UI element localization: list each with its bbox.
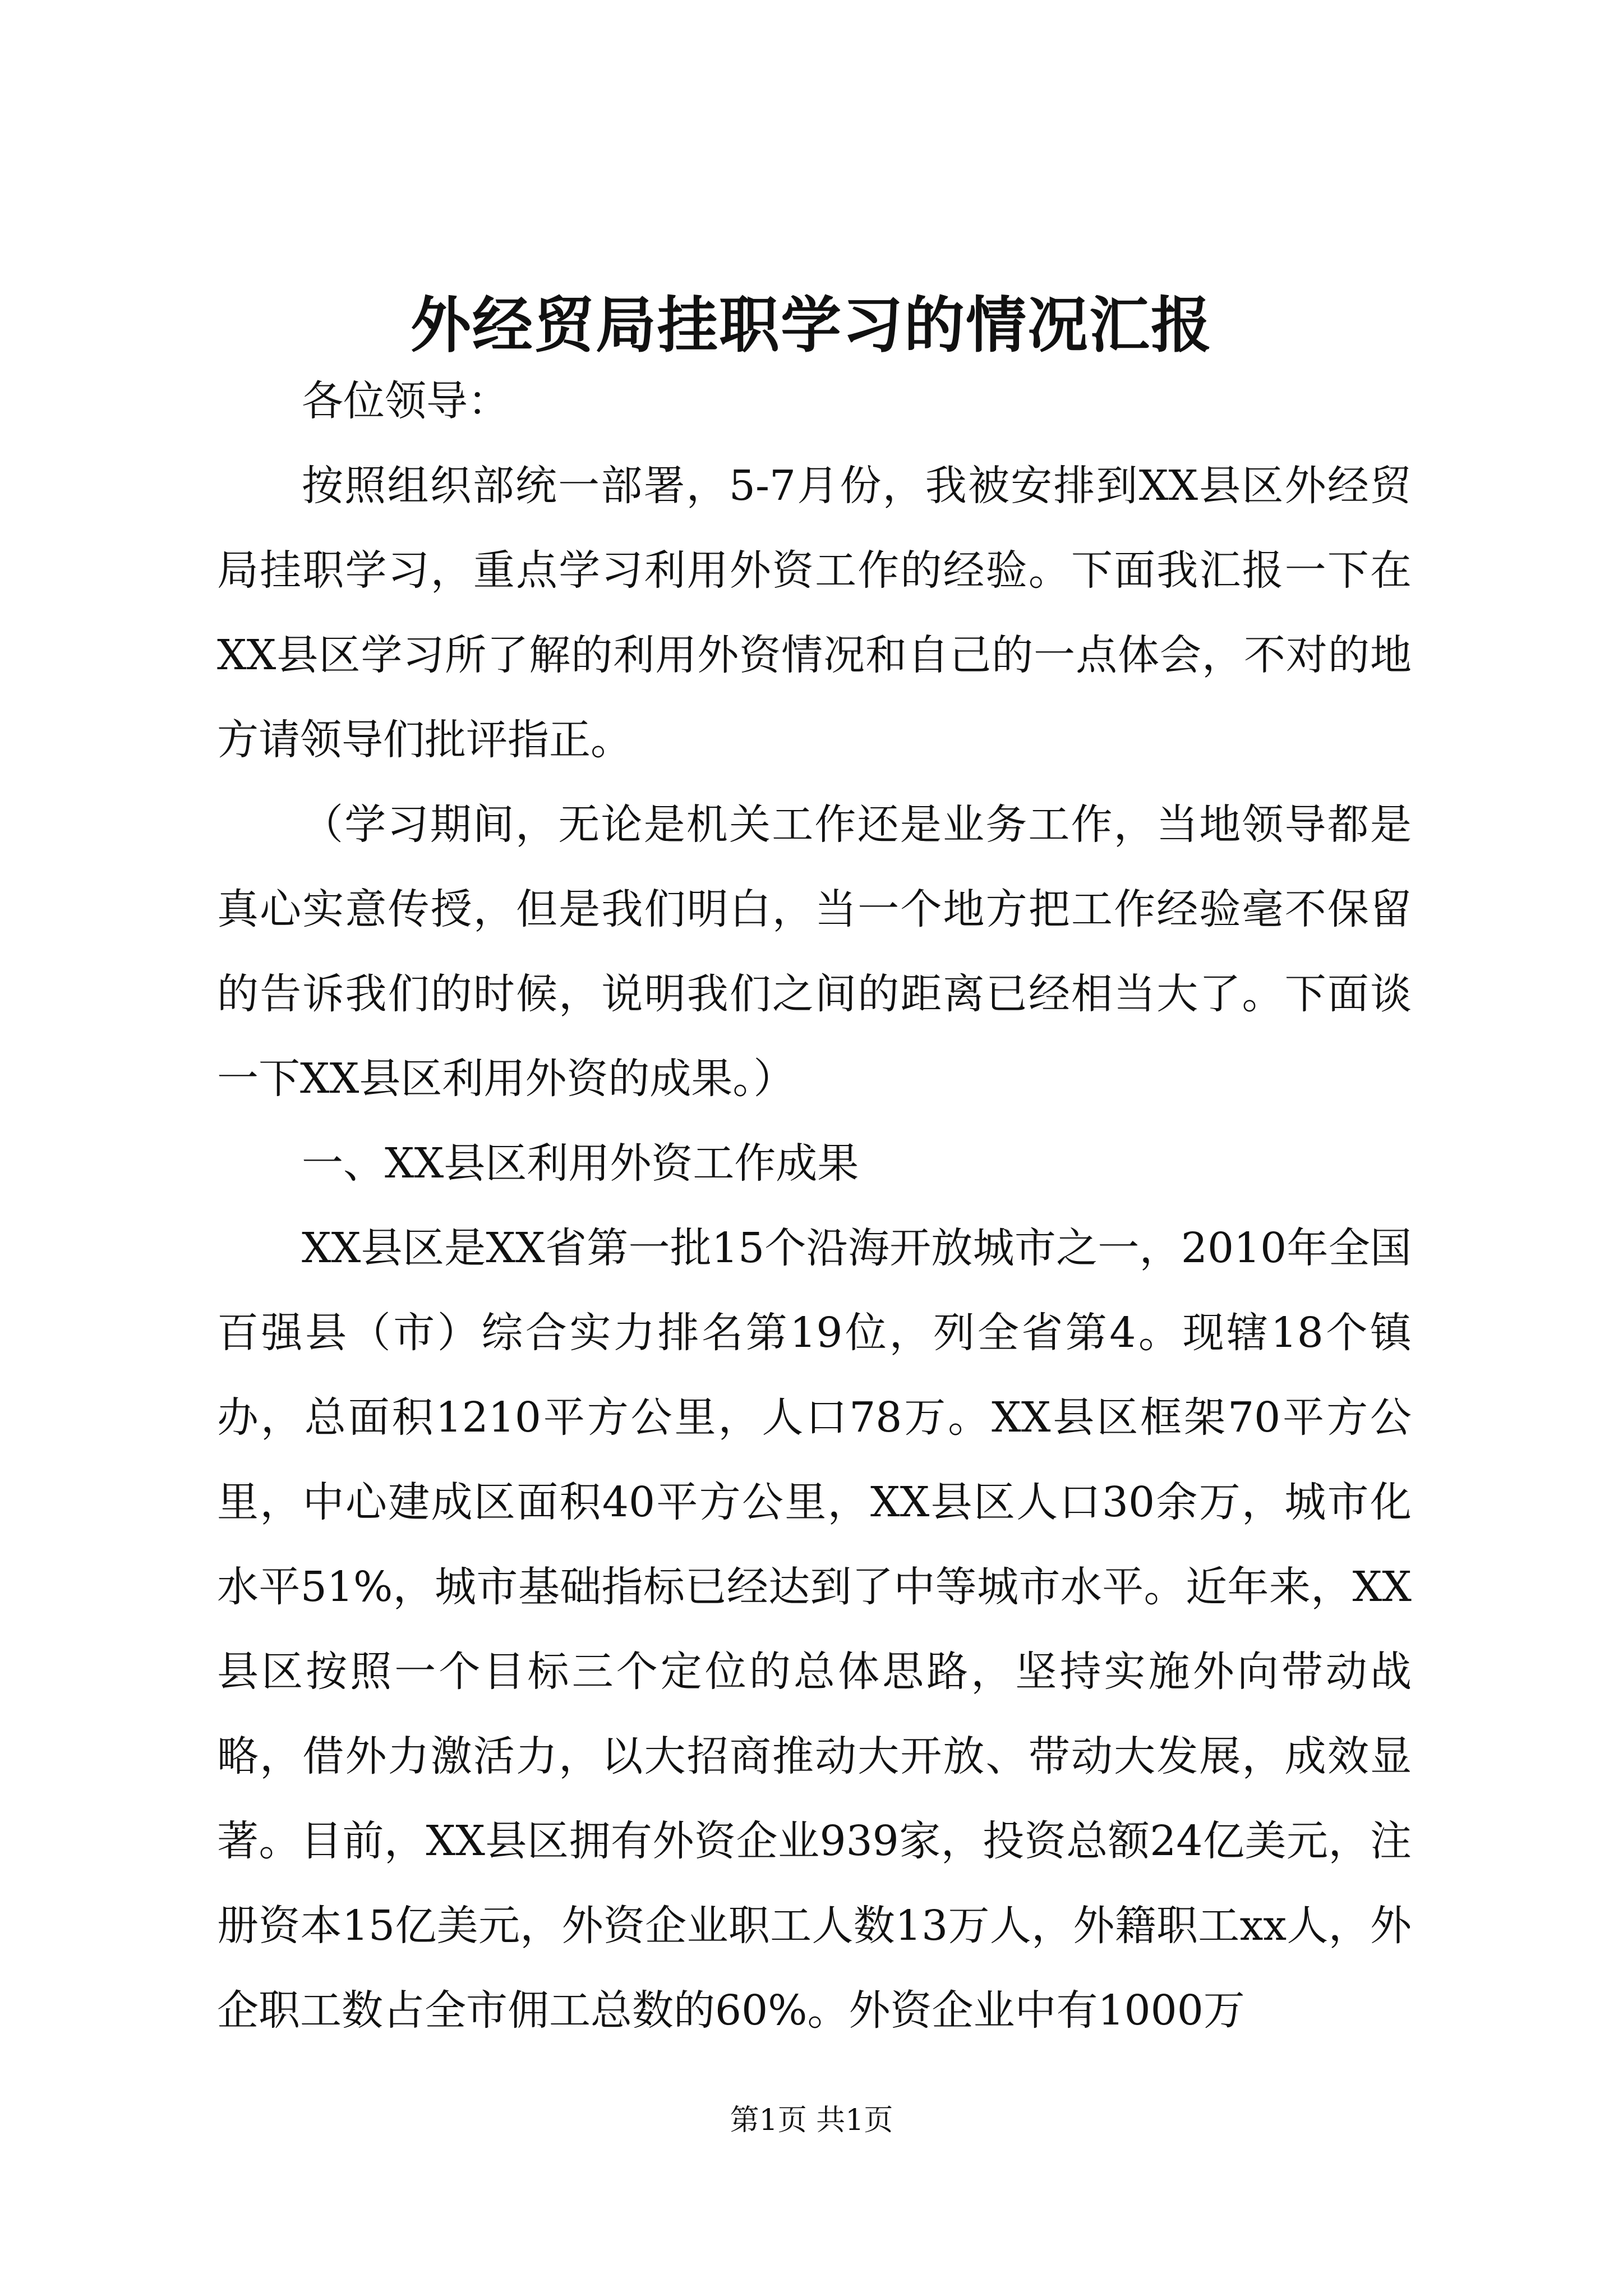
paragraph-achievements: XX县区是XX省第一批15个沿海开放城市之一，2010年全国百强县（市）综合实力排名第19位，列全省第4。现辖18个镇办，总面积1210平方公里，人口78万。XX县区框架70平方公里，中心建成区面积40平方公里，XX县区人口30余万，城市化水平51%，城市基础指标已经达到了中等城市水平。近年来，XX县区按照一个目标三个定位的总体思路，坚持实施外向带动战略，借外力激活力，以大招商推动大开放、带动大发展，成效显著。目前，XX县区拥有外资企业939家，投资总额24亿美元，注册资本15亿美元，外资企业职工人数13万人，外籍职工xx人，外企职工数占全市佣工总数的60%。外资企业中有1000万 [217, 1224, 1412, 2035]
paragraph-intro: 按照组织部统一部署，5-7月份，我被安排到XX县区外经贸局挂职学习，重点学习利用外资工作的经验。下面我汇报一下在XX县区学习所了解的利用外资情况和自己的一点体会，不对的地方请领导们批评指正。 [217, 462, 1412, 764]
document-body [217, 359, 1412, 2053]
greeting: 各位领导： [302, 377, 509, 425]
page-footer: 第1页 共1页 [730, 2104, 893, 2137]
section-heading: 一、XX县区利用外资工作成果 [302, 1139, 859, 1188]
document-title: 外经贸局挂职学习的情况汇报 [410, 290, 1212, 361]
paragraph-parenthetical: （学习期间，无论是机关工作还是业务工作，当地领导都是真心实意传授，但是我们明白，当一个地方把工作经验毫不保留的告诉我们的时候，说明我们之间的距离已经相当大了。下面谈一下XX县区利用外资的成果。） [217, 800, 1412, 1103]
